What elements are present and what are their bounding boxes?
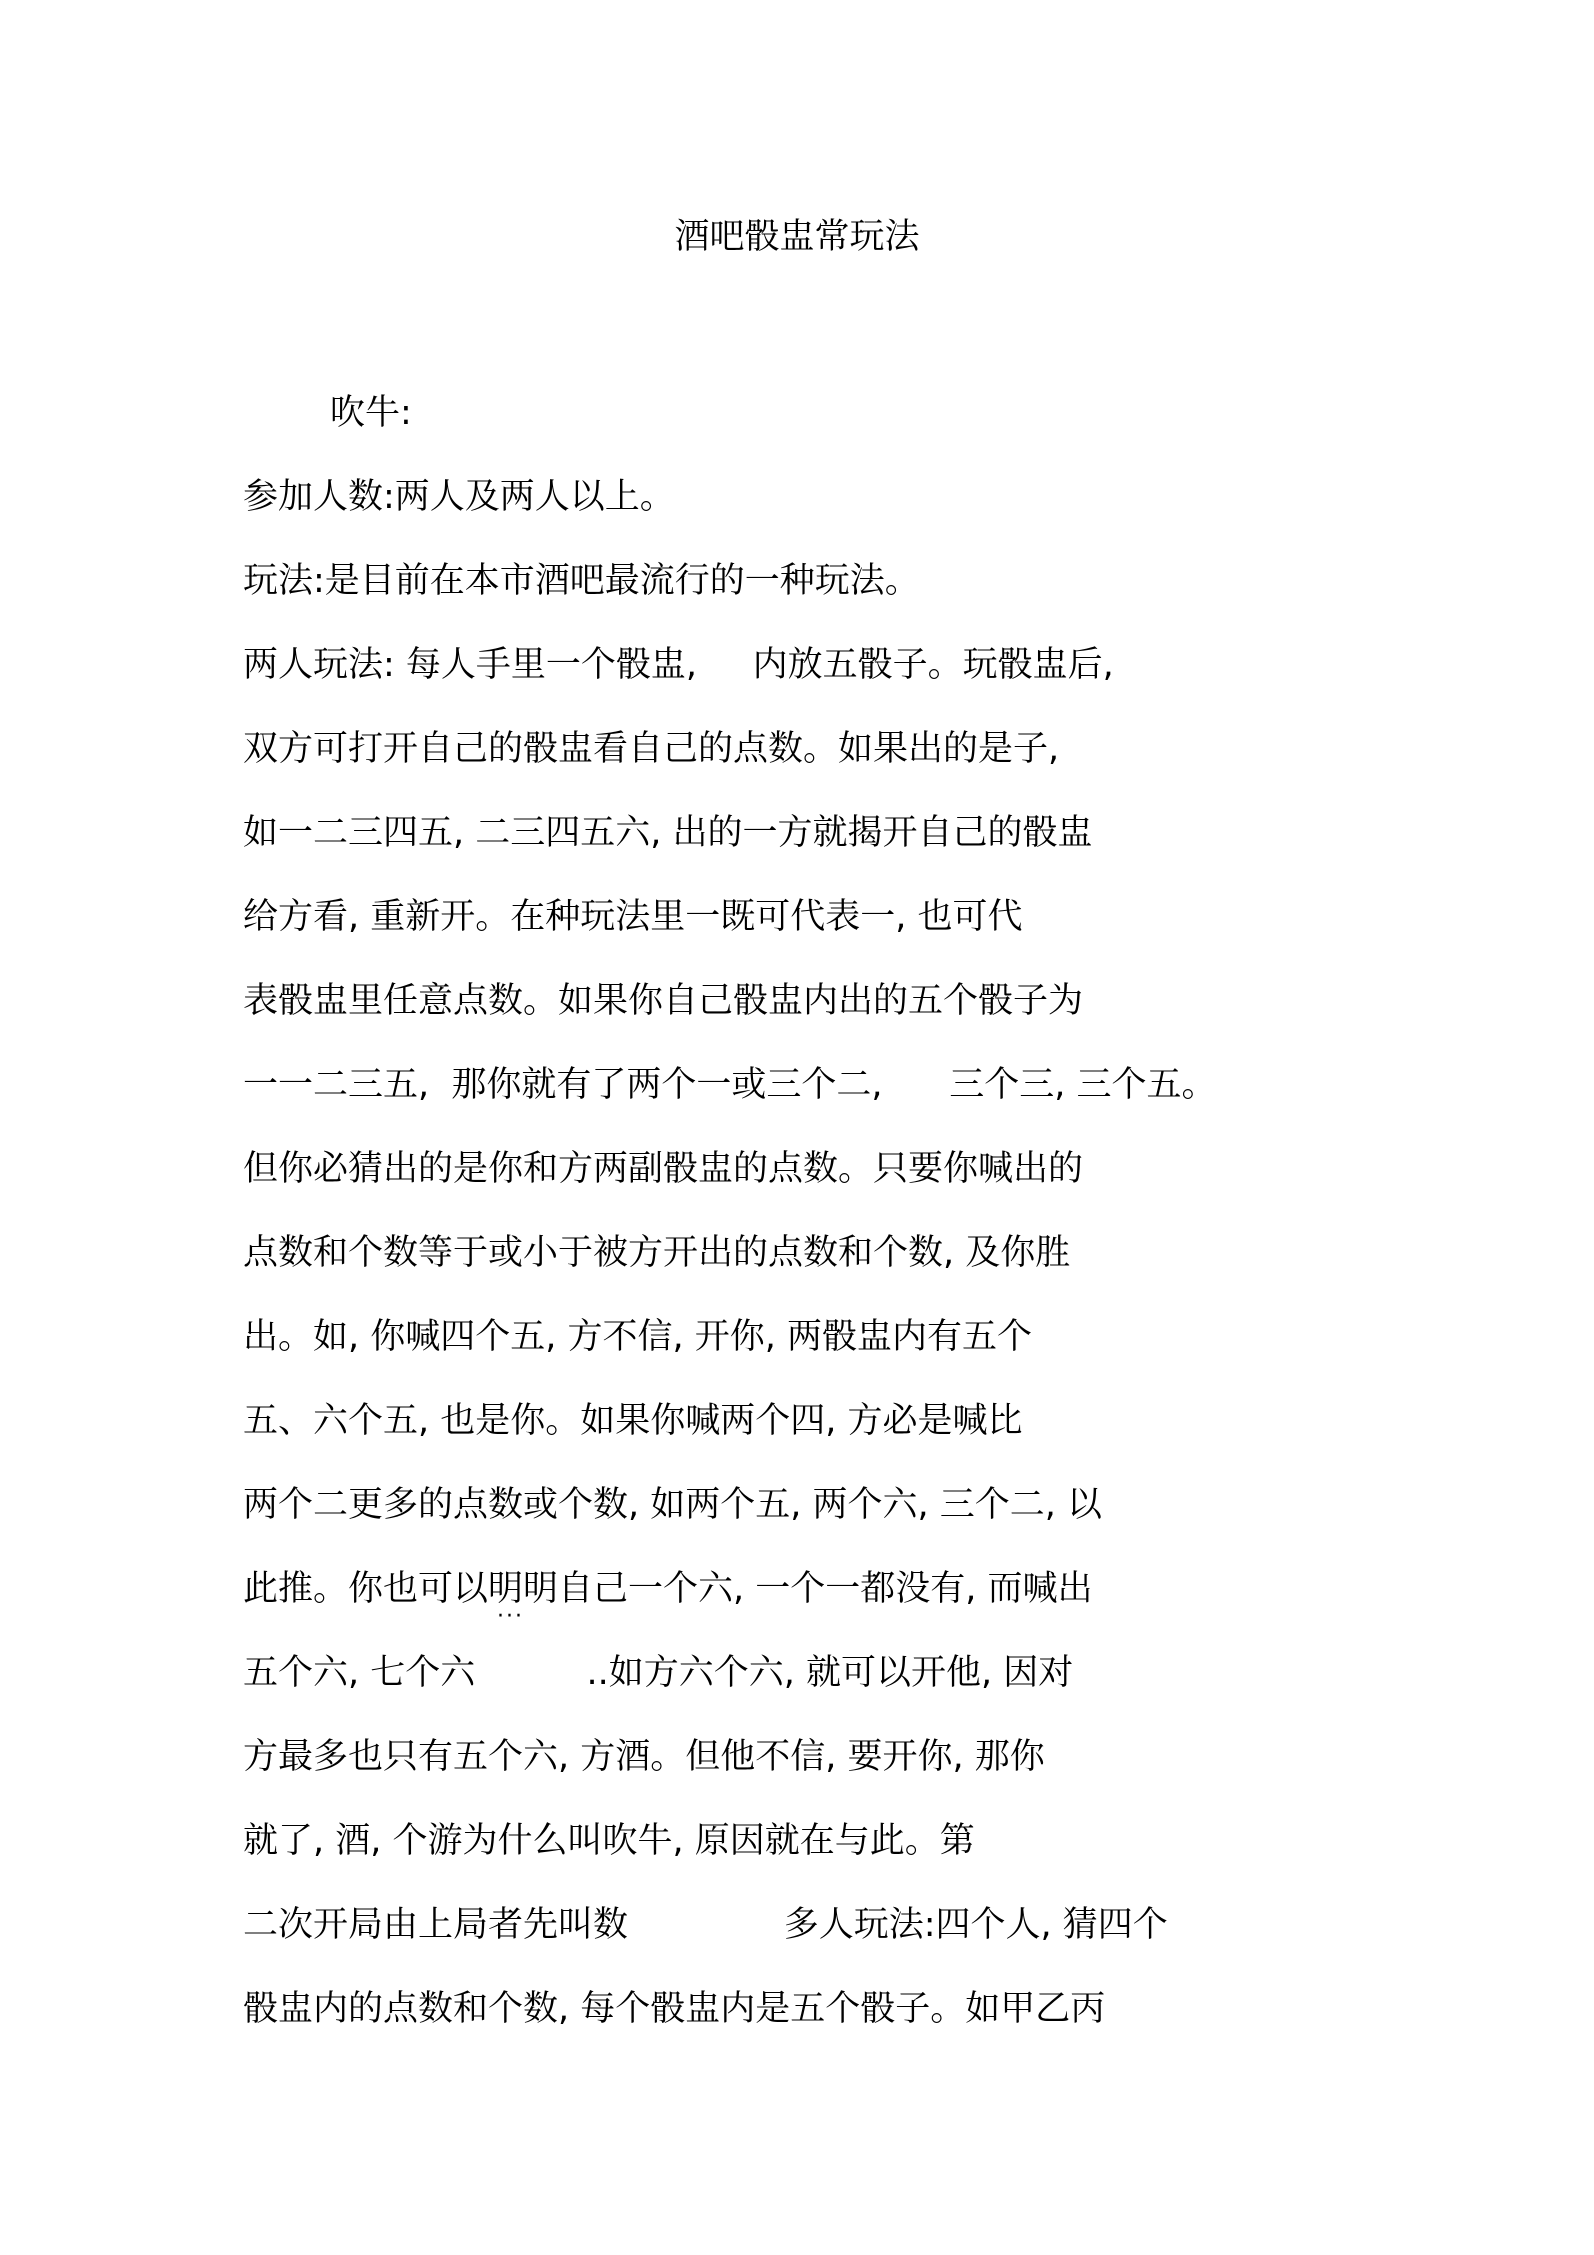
text-line: 点数和个数等于或小于被方开出的点数和个数, 及你胜 — [243, 1233, 1071, 1273]
text-line: 就了, 酒, 个游为什么叫吹牛, 原因就在与此。第 — [243, 1821, 975, 1861]
text-line: 骰盅内的点数和个数, 每个骰盅内是五个骰子。如甲乙丙 — [243, 1989, 1106, 2029]
ellipsis-mark: ··· — [497, 1604, 524, 1629]
text-line: 参加人数:两人及两人以上。 — [243, 477, 675, 517]
section-heading: 吹牛: — [330, 393, 412, 433]
text-line: 玩法:是目前在本市酒吧最流行的一种玩法。 — [243, 561, 920, 601]
text-line: 给方看, 重新开。在种玩法里一既可代表一, 也可代 — [243, 897, 1023, 937]
text-line: 双方可打开自己的骰盅看自己的点数。如果出的是子, — [243, 729, 1060, 769]
text-line: 五、六个五, 也是你。如果你喊两个四, 方必是喊比 — [243, 1401, 1023, 1441]
text-line: 此推。你也可以明明自己一个六, 一个一都没有, 而喊出 — [243, 1569, 1093, 1609]
text-line: 方最多也只有五个六, 方酒。但他不信, 要开你, 那你 — [243, 1737, 1045, 1777]
document-title: 酒吧骰盅常玩法 — [674, 217, 920, 257]
text-line: 五个六, 七个六 ..如方六个六, 就可以开他, 因对 — [243, 1653, 1074, 1693]
text-line: 两个二更多的点数或个数, 如两个五, 两个六, 三个二, 以 — [243, 1485, 1103, 1525]
text-line: 如一二三四五, 二三四五六, 出的一方就揭开自己的骰盅 — [243, 813, 1093, 853]
text-line: 出。如, 你喊四个五, 方不信, 开你, 两骰盅内有五个 — [243, 1317, 1033, 1357]
text-line: 但你必猜出的是你和方两副骰盅的点数。只要你喊出的 — [243, 1149, 1084, 1189]
text-line: 二次开局由上局者先叫数 多人玩法:四个人, 猜四个 — [243, 1905, 1168, 1945]
text-line: 两人玩法: 每人手里一个骰盅, 内放五骰子。玩骰盅后, — [243, 645, 1114, 685]
text-line: 一一二三五, 那你就有了两个一或三个二, 三个三, 三个五。 — [243, 1065, 1217, 1105]
text-line: 表骰盅里任意点数。如果你自己骰盅内出的五个骰子为 — [243, 981, 1084, 1021]
